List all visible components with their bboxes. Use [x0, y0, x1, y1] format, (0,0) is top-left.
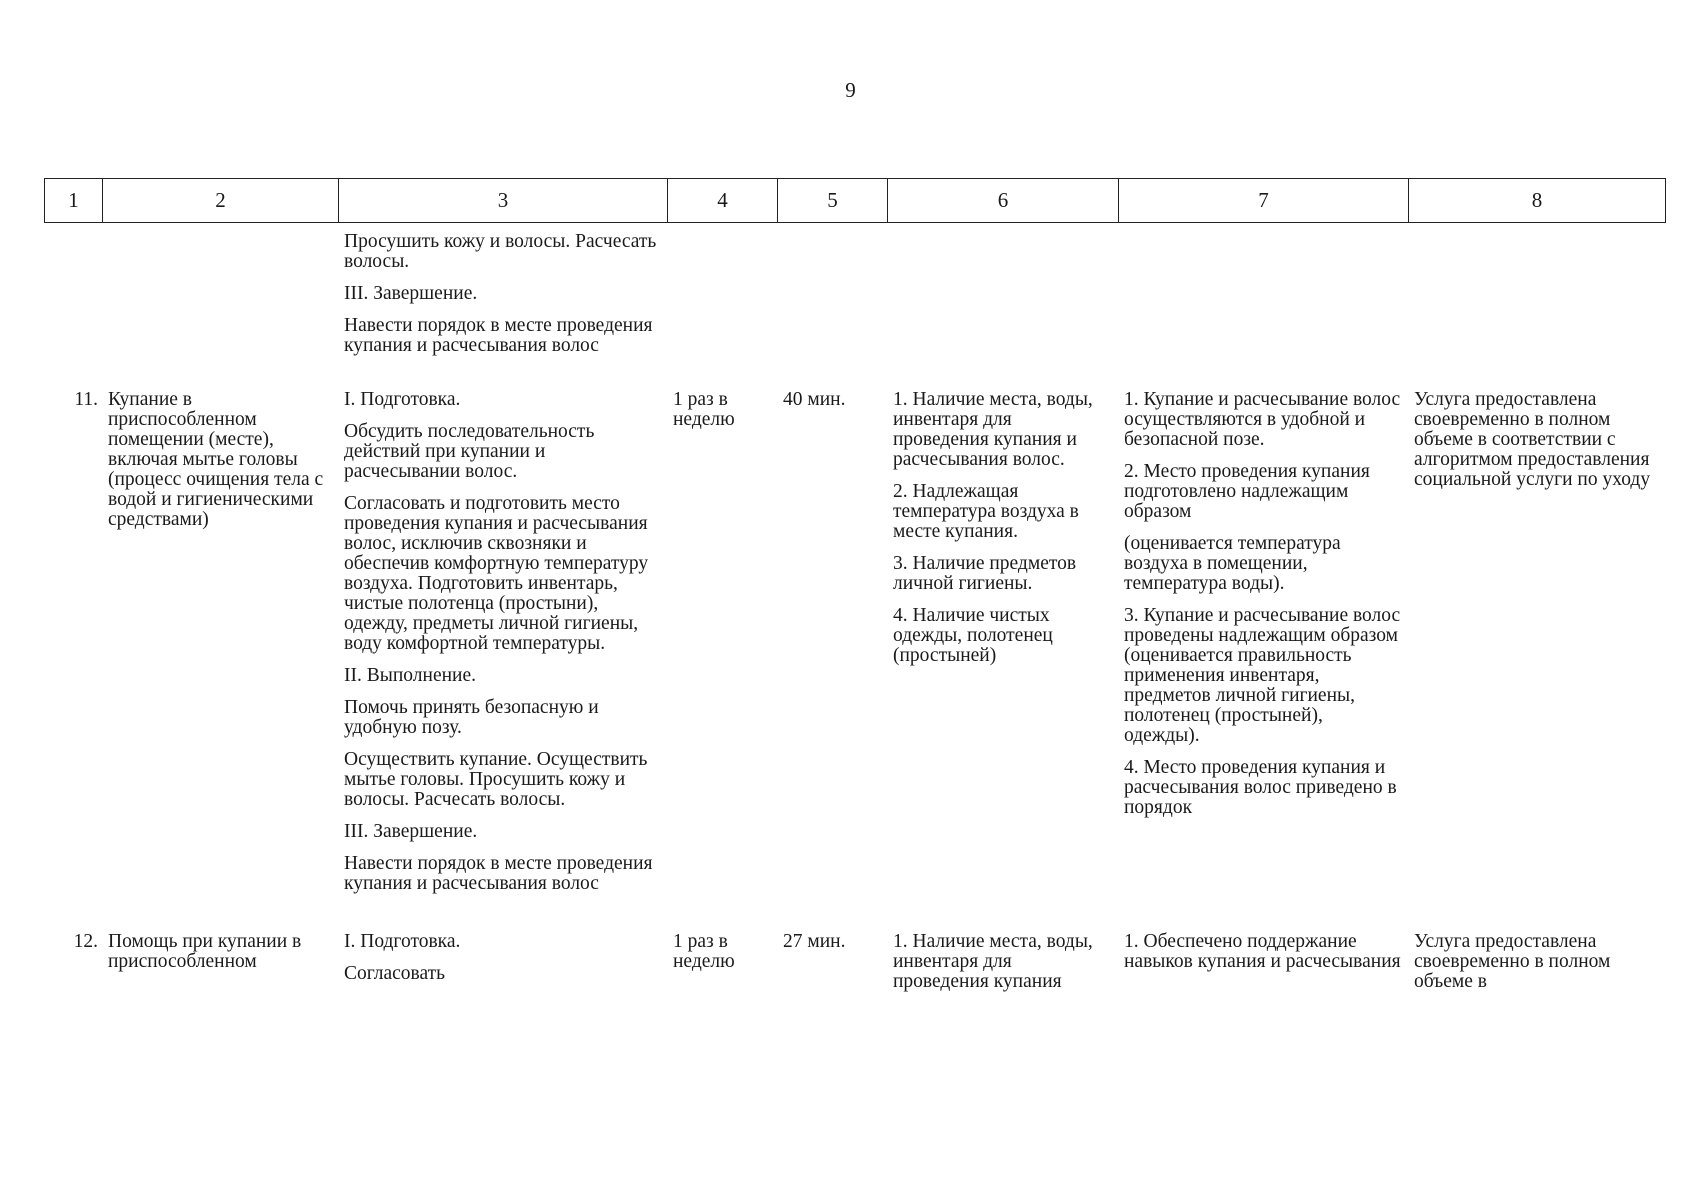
service-name: Помощь при купании в приспособленном	[108, 931, 302, 972]
result-item: 2. Место проведения купания подготовлено надлежащим образом	[1124, 461, 1370, 522]
condition-item: 3. Наличие предметов личной гигиены.	[893, 553, 1077, 594]
evaluation: Услуга предоставлена своевременно в полном объеме в	[1414, 931, 1611, 992]
column-number-7: 7	[1119, 179, 1409, 223]
evaluation: Услуга предоставлена своевременно в полном объеме в соответствии с алгоритмом предоставления социальной услуги по уходу	[1414, 389, 1651, 490]
row-number: 11.	[74, 389, 98, 410]
condition-item: 2. Надлежащая температура воздуха в месте купания.	[893, 481, 1079, 542]
column-number-5: 5	[778, 179, 888, 223]
procedure-step: II. Выполнение.	[344, 665, 476, 686]
column-number-8: 8	[1409, 179, 1666, 223]
procedure-step: Просушить кожу и волосы. Расчесать волосы.	[344, 231, 657, 272]
results-cell	[1118, 390, 1408, 894]
duration: 27 мин.	[783, 931, 846, 952]
column-number-4: 4	[668, 179, 778, 223]
procedure-step: Осуществить купание. Осуществить мытье головы. Просушить кожу и волосы. Расчесать волосы.	[344, 749, 648, 810]
condition-item: 1. Наличие места, воды, инвентаря для проведения купания и расчесывания волос.	[893, 389, 1093, 470]
result-item: 4. Место проведения купания и расчесывания волос приведено в порядок	[1124, 757, 1397, 818]
conditions-cell	[887, 390, 1118, 894]
result-item: (оценивается температура воздуха в помещении, температура воды).	[1124, 533, 1341, 594]
procedure-step: I. Подготовка.	[344, 931, 461, 952]
service-name: Купание в приспособленном помещении (месте), включая мытье головы (процесс очищения тела с водой и гигиеническими средствами)	[108, 389, 324, 530]
procedure-step: Навести порядок в месте проведения купания и расчесывания волос	[344, 315, 653, 356]
procedure-step: Помочь принять безопасную и удобную позу.	[344, 697, 599, 738]
frequency: 1 раз в неделю	[673, 931, 735, 972]
frequency: 1 раз в неделю	[673, 389, 735, 430]
procedure-step: Согласовать и подготовить место проведения купания и расчесывания волос, исключив сквозняки и обеспечив комфортную температуру воздуха. Подготовить инвентарь, чистые полотенца (простыни), одежду, предметы личной гигиены, воду комфортной температуры.	[344, 493, 649, 654]
results-cell	[1118, 932, 1408, 1004]
table-row	[44, 390, 1665, 894]
procedure-cell	[338, 390, 667, 894]
result-item: 1. Обеспечено поддержание навыков купания и расчесывания	[1124, 931, 1401, 972]
continuation-row	[44, 232, 1665, 356]
services-table	[44, 232, 1665, 1004]
column-number-6: 6	[888, 179, 1119, 223]
continuation-procedure-cell	[338, 232, 667, 356]
column-number-3: 3	[339, 179, 668, 223]
procedure-cell	[338, 932, 667, 1004]
procedure-step: Согласовать	[344, 963, 446, 984]
row-number: 12.	[73, 931, 98, 952]
column-header-row	[44, 178, 1666, 223]
column-number-2: 2	[103, 179, 339, 223]
column-number-1: 1	[45, 179, 103, 223]
result-item: 3. Купание и расчесывание волос проведены надлежащим образом (оценивается правильность применения инвентаря, предметов личной гигиены, полотенец (простыней), одежды).	[1124, 605, 1401, 746]
procedure-step: III. Завершение.	[344, 283, 478, 304]
procedure-step: III. Завершение.	[344, 821, 478, 842]
condition-item: 1. Наличие места, воды, инвентаря для проведения купания	[893, 931, 1093, 992]
procedure-step: Навести порядок в месте проведения купания и расчесывания волос	[344, 853, 653, 894]
duration: 40 мин.	[783, 389, 846, 410]
result-item: 1. Купание и расчесывание волос осуществляются в удобной и безопасной позе.	[1124, 389, 1401, 450]
conditions-cell	[887, 932, 1118, 1004]
table-row	[44, 932, 1665, 1004]
procedure-step: Обсудить последовательность действий при купании и расчесывании волос.	[344, 421, 595, 482]
procedure-step: I. Подготовка.	[344, 389, 461, 410]
condition-item: 4. Наличие чистых одежды, полотенец (простыней)	[893, 605, 1053, 666]
page-number: 9	[845, 78, 856, 102]
